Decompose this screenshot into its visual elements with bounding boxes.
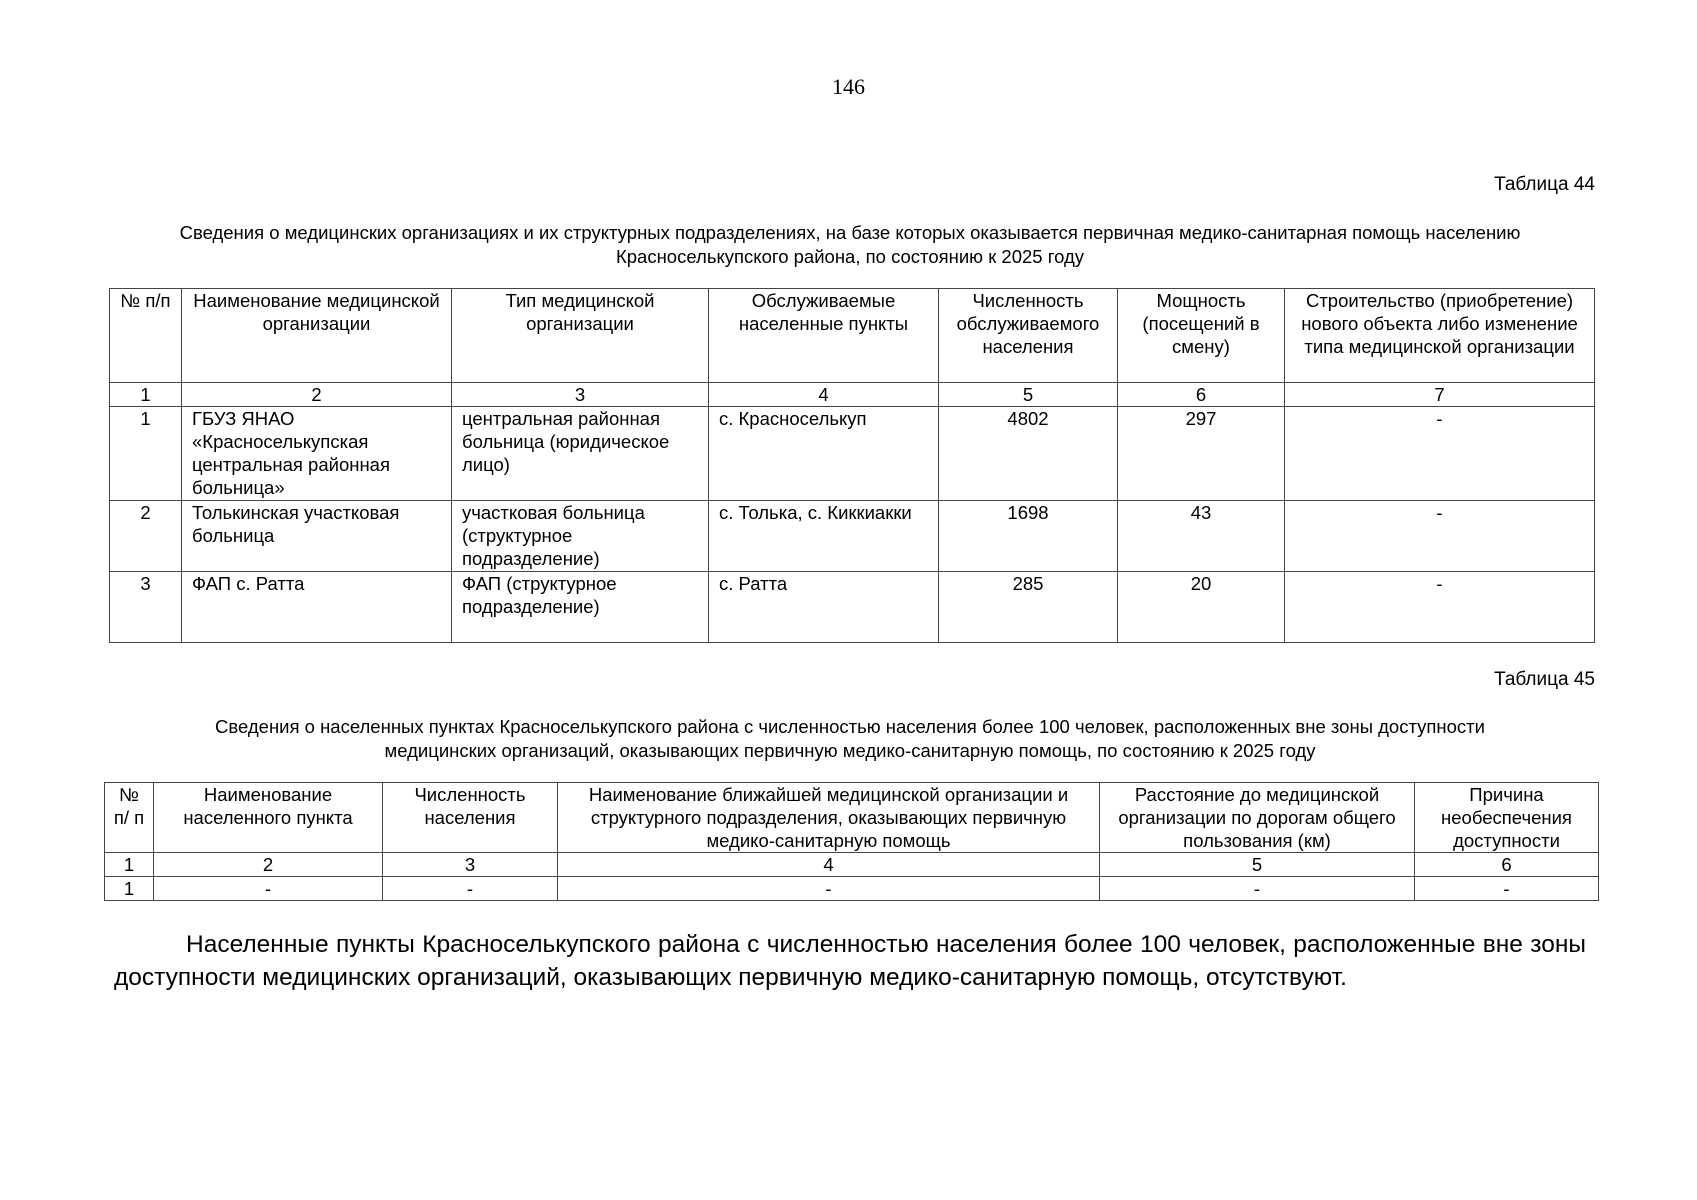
table-45-caption bbox=[108, 715, 1592, 763]
t44-colnum: 6 bbox=[1118, 383, 1285, 407]
table-45-column-numbers bbox=[105, 853, 1599, 877]
t44-cell-settlements: с. Красноселькуп bbox=[709, 407, 939, 501]
t44-cell-population: 4802 bbox=[939, 407, 1118, 501]
t45-cell-nearest-org: - bbox=[558, 877, 1100, 901]
table-44-caption-line-1: Сведения о медицинских организациях и их структурных подразделениях, на базе которых оказывается первичная медико-санитарная помощь населению bbox=[179, 222, 1521, 243]
page-number: 146 bbox=[832, 74, 865, 99]
t44-colnum: 1 bbox=[110, 383, 182, 407]
t44-header-capacity: Мощность (посещений в смену) bbox=[1118, 289, 1285, 383]
t45-header-nearest-org: Наименование ближайшей медицинской организации и структурного подразделения, оказывающих первичную медико-санитарную помощь bbox=[558, 783, 1100, 853]
t44-colnum: 3 bbox=[452, 383, 709, 407]
t44-colnum: 5 bbox=[939, 383, 1118, 407]
table-row bbox=[105, 877, 1599, 901]
t45-cell-distance: - bbox=[1100, 877, 1415, 901]
table-44-caption bbox=[108, 221, 1592, 269]
t44-header-org-type: Тип медицинской организации bbox=[452, 289, 709, 383]
t44-header-number: № п/п bbox=[110, 289, 182, 383]
t45-cell-population: - bbox=[383, 877, 558, 901]
t44-header-construction: Строительство (приобретение) нового объекта либо изменение типа медицинской организации bbox=[1285, 289, 1595, 383]
t45-header-number: № п/ п bbox=[105, 783, 154, 853]
t44-cell-org-name: Толькинская участковая больница bbox=[182, 501, 452, 572]
t44-cell-org-type: ФАП (структурное подразделение) bbox=[452, 572, 709, 643]
t45-header-population: Численность населения bbox=[383, 783, 558, 853]
t44-cell-settlements: с. Толька, с. Киккиакки bbox=[709, 501, 939, 572]
t44-cell-org-type: центральная районная больница (юридическое лицо) bbox=[452, 407, 709, 501]
t45-header-distance: Расстояние до медицинской организации по дорогам общего пользования (км) bbox=[1100, 783, 1415, 853]
table-44-label: Таблица 44 bbox=[1494, 174, 1595, 195]
t45-colnum: 4 bbox=[558, 853, 1100, 877]
table-45-caption-line-2: медицинских организаций, оказывающих первичную медико-санитарную помощь, по состоянию к 2025 году bbox=[384, 740, 1316, 761]
t45-colnum: 5 bbox=[1100, 853, 1415, 877]
t45-colnum: 2 bbox=[154, 853, 383, 877]
table-row bbox=[110, 501, 1595, 572]
t45-colnum: 6 bbox=[1415, 853, 1599, 877]
t44-colnum: 2 bbox=[182, 383, 452, 407]
t44-cell-capacity: 297 bbox=[1118, 407, 1285, 501]
t44-header-population: Численность обслуживаемого населения bbox=[939, 289, 1118, 383]
table-44-caption-line-2: Красноселькупского района, по состоянию к 2025 году bbox=[615, 246, 1084, 267]
t44-cell-org-type: участковая больница (структурное подразделение) bbox=[452, 501, 709, 572]
table-45-label: Таблица 45 bbox=[1494, 669, 1595, 690]
table-45 bbox=[104, 782, 1599, 901]
t44-cell-capacity: 20 bbox=[1118, 572, 1285, 643]
t44-cell-construction: - bbox=[1285, 572, 1595, 643]
table-45-caption-line-1: Сведения о населенных пунктах Красноселькупского района с численностью населения более 100 человек, расположенных вне зоны доступности bbox=[215, 716, 1485, 737]
t44-cell-construction: - bbox=[1285, 407, 1595, 501]
t45-colnum: 1 bbox=[105, 853, 154, 877]
table-row bbox=[110, 407, 1595, 501]
t44-cell-construction: - bbox=[1285, 501, 1595, 572]
table-row bbox=[110, 572, 1595, 643]
t45-header-settlement: Наименование населенного пункта bbox=[154, 783, 383, 853]
t45-cell-reason: - bbox=[1415, 877, 1599, 901]
t45-colnum: 3 bbox=[383, 853, 558, 877]
t45-cell-settlement: - bbox=[154, 877, 383, 901]
t44-cell-population: 285 bbox=[939, 572, 1118, 643]
t45-cell-number: 1 bbox=[105, 877, 154, 901]
t45-header-reason: Причина необеспечения доступности bbox=[1415, 783, 1599, 853]
table-45-header-row bbox=[105, 783, 1599, 853]
conclusion-paragraph: Населенные пункты Красноселькупского района с численностью населения более 100 человек, расположенные вне зоны доступности медицинских организаций, оказывающих первичную медико-санитарную помощь, отсутствуют. bbox=[114, 931, 1586, 991]
t44-header-org-name: Наименование медицинской организации bbox=[182, 289, 452, 383]
t44-cell-org-name: ГБУЗ ЯНАО «Красноселькупская центральная районная больница» bbox=[182, 407, 452, 501]
t44-cell-capacity: 43 bbox=[1118, 501, 1285, 572]
t44-header-settlements: Обслуживаемые населенные пункты bbox=[709, 289, 939, 383]
t44-colnum: 4 bbox=[709, 383, 939, 407]
table-44 bbox=[109, 288, 1595, 643]
t44-cell-number: 3 bbox=[110, 572, 182, 643]
t44-cell-org-name: ФАП с. Ратта bbox=[182, 572, 452, 643]
t44-colnum: 7 bbox=[1285, 383, 1595, 407]
table-44-column-numbers bbox=[110, 383, 1595, 407]
t44-cell-settlements: с. Ратта bbox=[709, 572, 939, 643]
table-44-header-row bbox=[110, 289, 1595, 383]
t44-cell-number: 1 bbox=[110, 407, 182, 501]
t44-cell-population: 1698 bbox=[939, 501, 1118, 572]
t44-cell-number: 2 bbox=[110, 501, 182, 572]
